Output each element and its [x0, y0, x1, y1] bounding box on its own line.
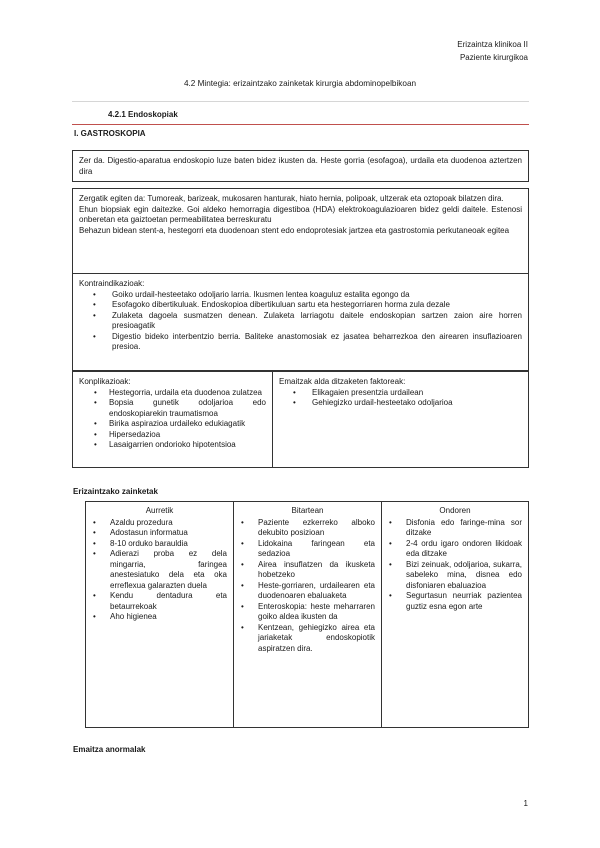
list-item: • Bopsia gunetik odoljarioa edo endoskopiarekin traumatismoa [79, 398, 266, 419]
before-list [92, 518, 227, 623]
contraindications-box [72, 274, 529, 371]
list-item: • Enteroskopia: heste meharraren goiko aldea ikusten da [240, 602, 375, 623]
running-header [457, 38, 528, 64]
list-item: • Heste-gorriaren, urdailearen eta duodenoaren ebaluaketa [240, 581, 375, 602]
list-item: • Lidokaina faringean eta sedazioa [240, 539, 375, 560]
title-divider [72, 101, 529, 102]
factors-list [279, 388, 522, 409]
diagnosis-text: Zergatik egiten da: Tumoreak, barizeak, mukosaren hanturak, hiato hernia, polipoak, ultzerak eta oztopoak bilatzen dira. [79, 194, 504, 203]
complications-cell [73, 372, 273, 467]
list-item: • Zulaketa dagoela susmatzen denean. Zulaketa larriagotu daitele endoskopian sartzen zaion aire horren presioagatik [79, 311, 522, 332]
subsection-title: 4.2.1 Endoskopiak [108, 110, 178, 119]
list-item: • Segurtasun neurriak pazientea guztiz esna egon arte [388, 591, 522, 612]
list-item: • Lasaigarrien ondorioko hipotentsioa [79, 440, 266, 451]
list-item: • Adierazi proba ez dela mingarria, faringea anestesiatuko dela eta oka erreflexua galarazten duela [92, 549, 227, 591]
list-item: • Gehiegizko urdail-hesteetako odoljarioa [279, 398, 522, 409]
contraindications-list [79, 290, 522, 353]
list-item: • Digestio bideko interbentzio berria. Baliteke anastomosiak ez jasatea beharrezkoa den airearen insuflazioaren presioa. [79, 332, 522, 353]
list-item: • Hestegorria, urdaila eta duodenoa zulatzea [79, 388, 266, 399]
list-item: • Airea insuflatzen da ikusketa hobetzeko [240, 560, 375, 581]
list-item: • Hipersedazioa [79, 430, 266, 441]
list-item: • Disfonia edo faringe-mina sor ditzake [388, 518, 522, 539]
stent-text: Behazun bidean stent-a, hestegorri eta duodenoan stent edo endoprotesiak jartzea eta gastrostomia perkutaneoak egitea [79, 225, 510, 235]
course-name: Erizaintza klinikoa II [457, 40, 528, 49]
page-title: 4.2 Mintegia: erizaintzako zainketak kirurgia abdominopelbikoan [183, 79, 417, 88]
complications-list [79, 388, 266, 451]
list-item: • 8-10 orduko barauldia [92, 539, 227, 550]
column-during [234, 502, 382, 727]
list-item: • 2-4 ordu igaro ondoren likidoak eda ditzake [388, 539, 522, 560]
nursing-care-table [85, 501, 529, 728]
biopsy-text: Ehun biopsiak egin daitezke. Goi aldeko hemorragia digestiboa (HDA) elektrokoagulazioaren bidez geldi daitele. Estenosi onberetan eta gaiztoetan permeabilitatea berreskuratu [79, 204, 522, 224]
definition-box [72, 150, 529, 182]
complications-factors-box [72, 371, 529, 468]
definition-text: Zer da. Digestio-aparatua endoskopio luze baten bidez ikusten da. Heste gorria (esofagoa), urdaila eta duodenoa aztertzen dira [79, 156, 522, 176]
during-list [240, 518, 375, 655]
abnormal-results-title: Emaitza anormalak [73, 745, 146, 754]
list-item: • Paziente ezkerreko alboko dekubito posizioan [240, 518, 375, 539]
contraindications-title: Kontraindikazioak: [79, 279, 145, 288]
column-after [382, 502, 528, 727]
column-header: Aurretik [145, 506, 174, 515]
list-item: • Kendu dentadura eta betaurrekoak [92, 591, 227, 612]
section-divider [72, 124, 529, 125]
complications-title: Konplikazioak: [79, 377, 131, 386]
after-list [388, 518, 522, 613]
list-item: • Esofagoko dibertikuluak. Endoskopioa dibertikuluan sartu eta hestegorriaren horma zula dezale [79, 300, 522, 311]
page-number: 1 [523, 799, 528, 808]
column-header: Ondoren [439, 506, 471, 515]
list-item: • Adostasun informatua [92, 528, 227, 539]
list-item: • Aho higienea [92, 612, 227, 623]
section-heading: I. GASTROSKOPIA [74, 129, 146, 138]
list-item: • Kentzean, gehiegizko airea eta jariaketak endoskopiotik aspiratzen dira. [240, 623, 375, 655]
course-subtitle: Paziente kirurgikoa [459, 53, 528, 62]
list-item: • Elikagaien presentzia urdailean [279, 388, 522, 399]
factors-cell [273, 372, 528, 467]
column-before [86, 502, 234, 727]
column-header: Bitartean [291, 506, 324, 515]
list-item: • Azaldu prozedura [92, 518, 227, 529]
list-item: • Goiko urdail-hesteetako odoljario larria. Ikusmen lentea koaguluz estalita egongo da [79, 290, 522, 301]
factors-title: Emaitzak alda ditzaketen faktoreak: [279, 377, 406, 386]
list-item: • Birika aspirazioa urdaileko edukiagatik [79, 419, 266, 430]
indications-box [72, 188, 529, 274]
nursing-care-title: Erizaintzako zainketak [73, 487, 158, 496]
list-item: • Bizi zeinuak, odoljarioa, sukarra, sabeleko mina, disnea edo disfoniaren ebaluazioa [388, 560, 522, 592]
